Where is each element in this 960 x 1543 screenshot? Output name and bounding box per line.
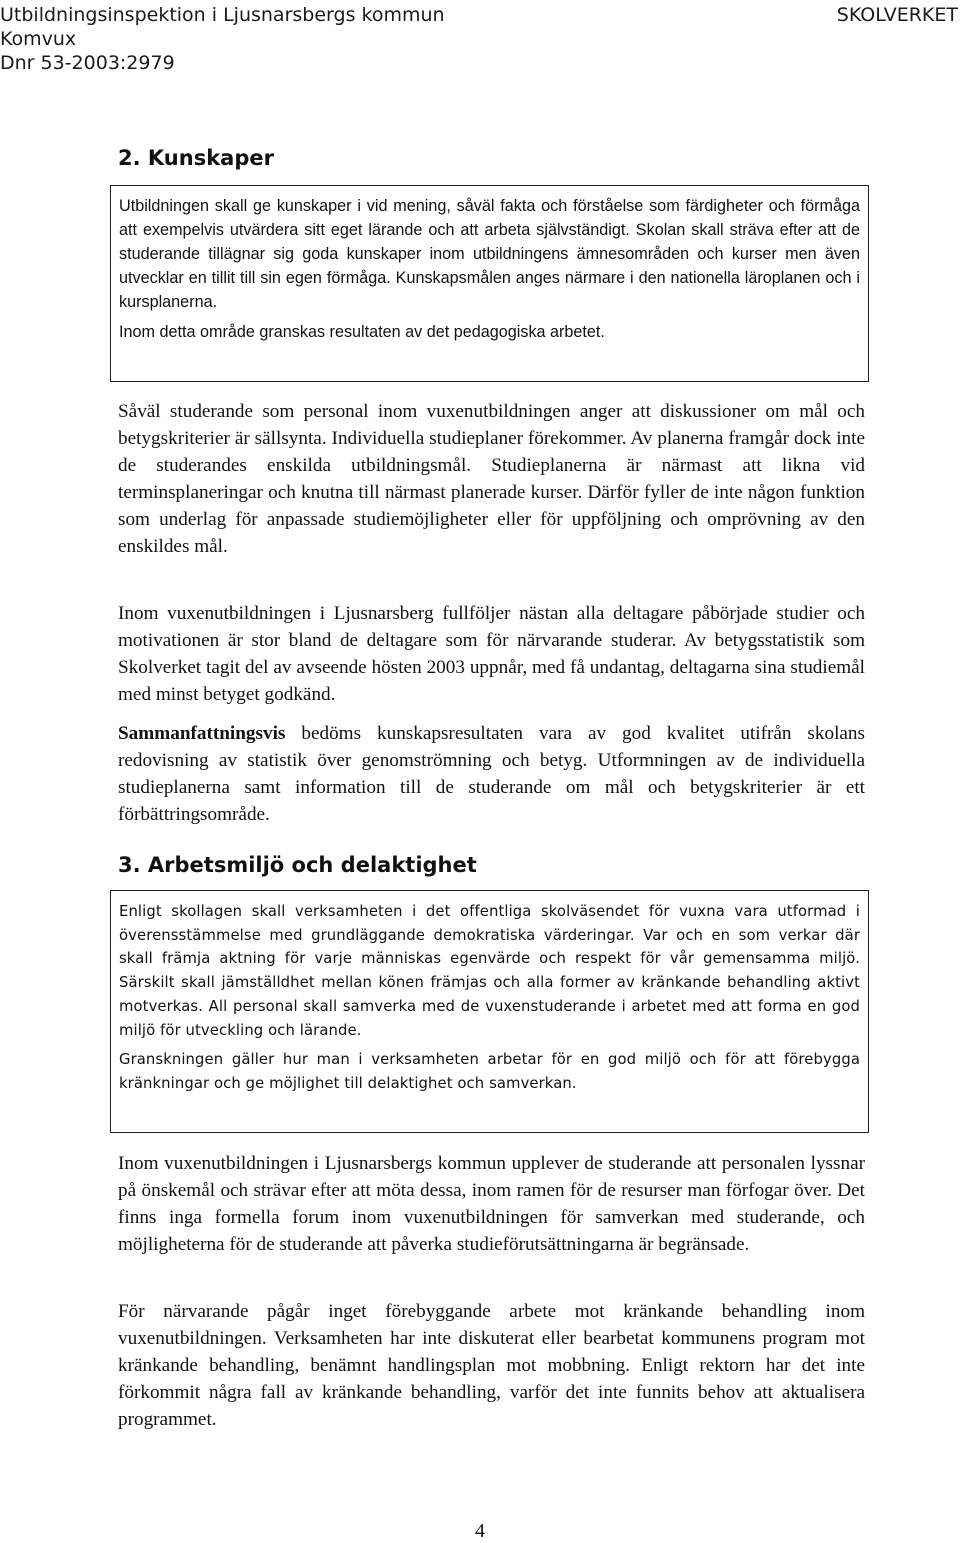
section-2-paragraph-1: Såväl studerande som personal inom vuxenutbildningen anger att diskussioner om mål och betygskriterier är sällsynta. Individuella studieplaner förekommer. Av planerna framgår dock inte de studerandes enskilda utbildningsmål. Studieplanerna är närmast att likna vid terminsplaneringar och knutna till närmast planerade kurser. Därför fyller de inte någon funktion som underlag för anpassade studiemöjligheter eller för uppföljning och omprövning av den enskildes mål. [118,401,865,557]
section-2-goal-text: Utbildningen skall ge kunskaper i vid mening, såväl fakta och förståelse som färdigheter och förmåga att exempelvis utvärdera sitt eget lärande och att arbeta självständigt. Skolan skall sträva efter att de studerande tillägnar sig goda kunskaper inom utbildningens ämnesområden och kurser men även utvecklar en tillit till sin egen förmåga. Kunskapsmålen anges närmare i den nationella läroplanen och i kursplanerna. [119,197,860,311]
section-2-goal-box [110,185,869,382]
header-title: Utbildningsinspektion i Ljusnarsbergs kommun [0,4,445,26]
section-3-paragraph-2: För närvarande pågår inget förebyggande arbete mot kränkande behandling inom vuxenutbildningen. Verksamheten har inte diskuterat eller bearbetat kommunens program mot kränkande behandling, benämnt handlingsplan mot mobbning. Enligt rektorn har det inte förkommit några fall av kränkande behandling, varför det inte funnits behov att aktualisera programmet. [118,1301,865,1430]
section-3-goal-text: Enligt skollagen skall verksamheten i det offentliga skolväsendet för vuxna vara utformad i överensstämmelse med grundläggande demokratiska värderingar. Var och en som verkar där skall främja aktning för varje människas egenvärde och respekt för vår gemensamma miljö. Särskilt skall jämställdhet mellan könen främjas och alla former av kränkande behandling aktivt motverkas. All personal skall samverka med de vuxenstuderande i arbetet med att forma en god miljö för utveckling och lärande. [119,903,860,1039]
section-3-heading: 3. Arbetsmiljö och delaktighet [118,853,477,877]
document-header [0,3,445,75]
section-3-paragraph-1: Inom vuxenutbildningen i Ljusnarsbergs kommun upplever de studerande att personalen lyssnar på önskemål och strävar efter att möta dessa, inom ramen för de resurser man förfogar över. Det finns inga formella forum inom vuxenutbildningen för samverkan med studerande, och möjligheterna för de studerande att påverka studieförutsättningarna är begränsade. [118,1153,865,1255]
summary-text: bedöms kunskapsresultaten vara av god kvalitet utifrån skolans redovisning av statistik över genomströmning och betyg. Utformningen av de individuella studieplanerna samt information till de studerande om mål och betygskriterier är ett förbättringsområde. [118,723,865,825]
summary-lead-word: Sammanfattningsvis [118,723,286,744]
header-reference-number: Dnr 53-2003:2979 [0,52,175,74]
page-number: 4 [475,1520,485,1542]
header-subtitle: Komvux [0,28,77,50]
section-2-heading: 2. Kunskaper [118,146,274,170]
section-3-goal-box [110,890,869,1133]
header-agency-name: SKOLVERKET [836,4,958,26]
section-2-scope-text: Inom detta område granskas resultaten av det pedagogiska arbetet. [119,322,605,341]
section-2-summary-paragraph [118,720,865,828]
section-3-scope-text: Granskningen gäller hur man i verksamheten arbetar för en god miljö och för att förebygga kränkningar och ge möjlighet till delaktighet och samverkan. [119,1051,860,1092]
section-2-paragraph-2: Inom vuxenutbildningen i Ljusnarsberg fullföljer nästan alla deltagare påbörjade studier och motivationen är stor bland de deltagare som för närvarande studerar. Av betygsstatistik som Skolverket tagit del av avseende hösten 2003 uppnår, med få undantag, deltagarna sina studiemål med minst betyget godkänd. [118,603,865,705]
